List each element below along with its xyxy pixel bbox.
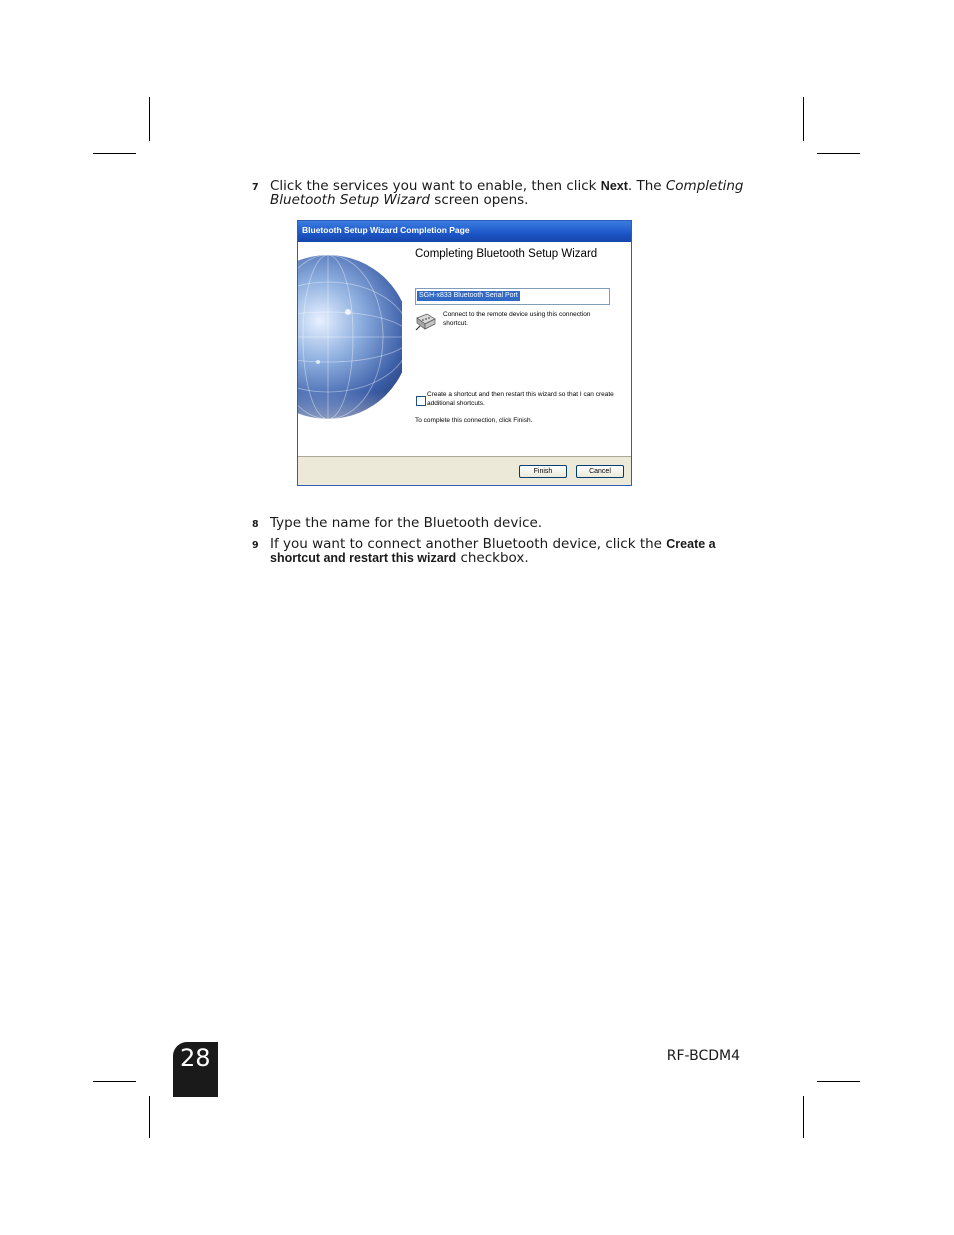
crop-mark <box>803 1096 804 1138</box>
page-number: 28 <box>180 1044 211 1072</box>
name-input-value: SGH-x833 Bluetooth Serial Port <box>419 292 518 299</box>
connect-description: Connect to the remote device using this connection shortcut. <box>443 311 591 327</box>
wizard-window <box>297 220 632 486</box>
model-number: RF-BCDM4 <box>666 1048 740 1064</box>
step-number: 8 <box>252 519 259 530</box>
next-keyword: Next <box>600 179 628 193</box>
serial-port-icon <box>415 312 437 332</box>
name-input[interactable] <box>415 288 610 305</box>
step-text: If you want to connect another Bluetooth device, click the Create a shortcut and restart this wizard checkbox. <box>270 536 716 566</box>
finish-button[interactable]: Finish <box>519 465 567 478</box>
window-title: Bluetooth Setup Wizard Completion Page <box>302 225 470 235</box>
page-number-tab <box>173 1042 218 1097</box>
button-separator <box>298 456 631 457</box>
crop-mark <box>803 97 804 141</box>
wizard-heading: Completing Bluetooth Setup Wizard <box>415 248 598 260</box>
crop-mark <box>817 1081 860 1082</box>
create-shortcut-checkbox[interactable] <box>416 396 426 406</box>
crop-mark <box>149 1096 150 1138</box>
complete-instruction: To complete this connection, click Finish. <box>415 417 533 424</box>
wizard-name: Completing Bluetooth Setup Wizard <box>270 178 744 208</box>
crop-mark <box>149 97 150 141</box>
title-bar <box>298 221 631 242</box>
crop-mark <box>93 1081 136 1082</box>
shortcut-keyword: Create a shortcut and restart this wizard <box>270 537 716 565</box>
cancel-button[interactable]: Cancel <box>576 465 624 478</box>
wizard-content <box>298 242 631 456</box>
create-shortcut-label[interactable]: Create a shortcut and then restart this wizard so that I can create additional shortcuts. <box>427 391 614 407</box>
step-text: Click the services you want to enable, then click Next. The Completing Bluetooth Setup Wizard screen opens. <box>270 178 744 208</box>
crop-mark <box>93 153 136 154</box>
step-number: 9 <box>252 540 259 551</box>
step-text: Type the name for the Bluetooth device. <box>270 515 543 531</box>
globe-image <box>298 242 402 456</box>
step-number: 7 <box>252 182 259 193</box>
crop-mark <box>817 153 860 154</box>
